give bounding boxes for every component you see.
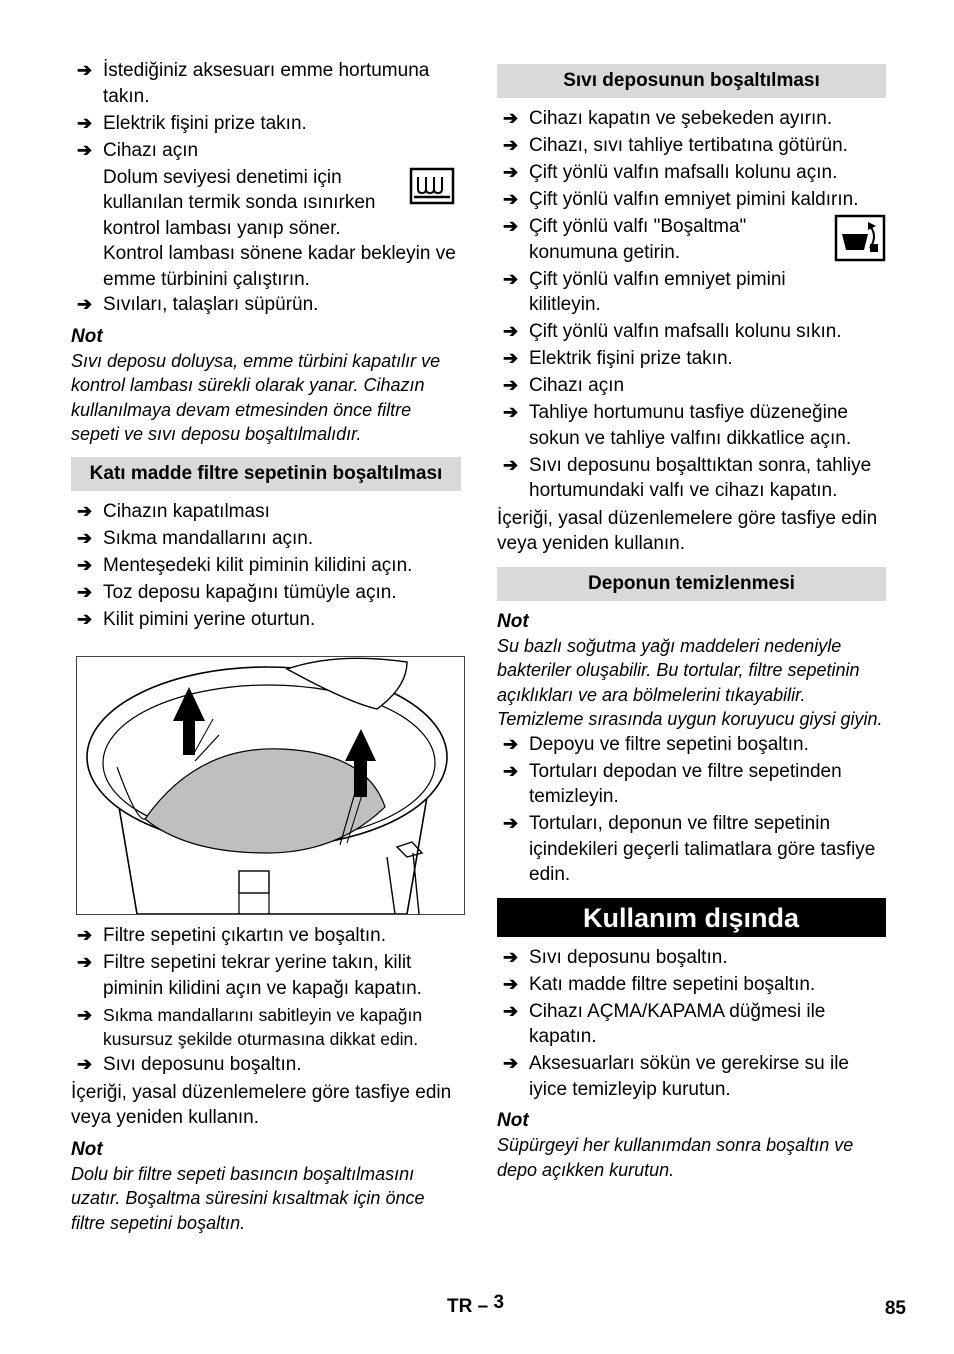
- step-text: Filtre sepetini çıkartın ve boşaltın.: [103, 925, 387, 946]
- note-text: Sıvı deposu doluysa, emme türbini kapatılır ve kontrol lambası sürekli olarak yanar. Cihazın kullanılmaya devam etmesinden önce filtre sepeti ve sıvı deposu boşaltılmalıdır.: [71, 350, 441, 444]
- filter-basket-illustration: [76, 656, 465, 915]
- arrow-right-icon: ➔: [503, 375, 519, 395]
- step-item: [497, 999, 886, 1050]
- step-item: [497, 346, 886, 372]
- step-text: Tortuları, deponun ve filtre sepetinin içindekileri geçerli talimatlara göre tasfiye edin.: [529, 813, 876, 885]
- page-number: 85: [884, 1298, 906, 1319]
- step-item: [497, 267, 886, 318]
- heating-probe-icon: [409, 167, 455, 217]
- step-text: Menteşedeki kilit piminin kilidini açın.: [103, 554, 413, 576]
- step-item: [497, 1051, 886, 1102]
- arrow-right-icon: ➔: [77, 608, 93, 629]
- step-item: [71, 580, 461, 606]
- step-item: [497, 400, 886, 451]
- note-heading: Not: [497, 610, 529, 632]
- section-heading-out-of-service: Kullanım dışında: [497, 898, 886, 937]
- arrow-right-icon: ➔: [77, 60, 93, 80]
- step-item: [71, 499, 461, 525]
- step-item: [497, 214, 886, 265]
- arrow-right-icon: ➔: [503, 973, 519, 994]
- arrow-right-icon: ➔: [503, 1000, 519, 1021]
- step-item: [71, 607, 461, 633]
- step-text: Depoyu ve filtre sepetini boşaltın.: [529, 733, 809, 755]
- step-item: [71, 111, 461, 137]
- step-text: Elektrik fişini prize takın.: [103, 112, 307, 134]
- arrow-right-icon: ➔: [503, 402, 519, 422]
- note-heading: Not: [71, 325, 103, 347]
- step-item: [71, 58, 461, 109]
- arrow-right-icon: ➔: [503, 162, 519, 182]
- step-text: Çift yönlü valfın emniyet pimini kilitleyin.: [529, 268, 786, 315]
- step-item: [71, 923, 461, 949]
- arrow-right-icon: ➔: [77, 581, 93, 602]
- step-text: Katı madde filtre sepetini boşaltın.: [529, 973, 816, 995]
- arrow-right-icon: ➔: [77, 294, 93, 314]
- step-item: [497, 187, 886, 213]
- step-text: Sıvı deposunu boşaltın.: [103, 1054, 302, 1075]
- drain-valve-icon: [834, 214, 886, 270]
- arrow-right-icon: ➔: [503, 1053, 519, 1073]
- footer-section-page: 3: [493, 1292, 505, 1313]
- step-item: [497, 133, 886, 159]
- step-text: Cihazı AÇMA/KAPAMA düğmesi ile kapatın.: [529, 1000, 826, 1047]
- step-text: Sıvı deposunu boşaltın.: [529, 946, 728, 968]
- arrow-right-icon: ➔: [77, 112, 93, 133]
- step-text: Cihazı, sıvı tahliye tertibatına götürün.: [529, 135, 848, 156]
- step-item: [497, 373, 886, 399]
- arrow-right-icon: ➔: [77, 527, 93, 548]
- step-item: [71, 1003, 461, 1051]
- section-heading-liquid-tank: Sıvı deposunun boşaltılması: [497, 64, 886, 98]
- step-text: Çift yönlü valfın mafsallı kolunu sıkın.: [529, 321, 842, 342]
- section-heading-tank-cleaning: Deponun temizlenmesi: [497, 567, 886, 601]
- step-text: Kilit pimini yerine oturtun.: [103, 608, 316, 630]
- footer-lang: TR: [447, 1296, 473, 1317]
- step-text: Filtre sepetini tekrar yerine takın, kilit piminin kilidini açın ve kapağı kapatın.: [103, 952, 422, 999]
- arrow-right-icon: ➔: [77, 139, 93, 160]
- step-text: Cihazı kapatın ve şebekeden ayırın.: [529, 108, 833, 129]
- arrow-right-icon: ➔: [503, 813, 519, 833]
- arrow-right-icon: ➔: [503, 454, 519, 475]
- arrow-right-icon: ➔: [77, 1054, 93, 1074]
- step-item: [497, 759, 886, 810]
- step-item: [497, 972, 886, 998]
- step-item: [71, 553, 461, 579]
- step-text: Aksesuarları sökün ve gerekirse su ile iyice temizleyip kurutun.: [529, 1053, 849, 1100]
- step-text: Tortuları depodan ve filtre sepetinden temizleyin.: [529, 760, 842, 807]
- arrow-right-icon: ➔: [503, 348, 519, 368]
- step-item: [497, 160, 886, 186]
- step-text: Sıvı deposunu boşalttıktan sonra, tahliye hortumundaki valfı ve cihazı kapatın.: [529, 454, 872, 501]
- arrow-right-icon: ➔: [77, 1004, 93, 1025]
- step-text: Çift yönlü valfı "Boşaltma" konumuna getirin.: [529, 216, 747, 263]
- arrow-right-icon: ➔: [77, 554, 93, 575]
- level-monitor-text: Dolum seviyesi denetimi için kullanılan termik sonda ısınırken kontrol lambası yanıp söner. Kontrol lambası sönene kadar bekleyin ve emme türbinini çalıştırın.: [103, 166, 456, 290]
- step-item: [71, 138, 461, 164]
- step-text: Tahliye hortumunu tasfiye düzeneğine sokun ve tahliye valfını dikkatlice açın.: [529, 402, 852, 449]
- right-column: [497, 58, 886, 1182]
- step-text: Cihazı açın: [103, 139, 199, 161]
- step-text: Sıvıları, talaşları süpürün.: [103, 294, 319, 315]
- step-item: [71, 292, 461, 318]
- note-text: Süpürgeyi her kullanımdan sonra boşaltın ve depo açıkken kurutun.: [497, 1135, 854, 1180]
- arrow-right-icon: ➔: [77, 925, 93, 945]
- step-item: [497, 319, 886, 345]
- footer-dash: –: [477, 1296, 489, 1317]
- step-text: Çift yönlü valfın emniyet pimini kaldırın.: [529, 189, 859, 210]
- footer-section-label: [447, 1292, 505, 1318]
- step-item: [497, 732, 886, 758]
- step-text: Cihazı açın: [529, 375, 625, 396]
- arrow-right-icon: ➔: [503, 760, 519, 781]
- step-text: Toz deposu kapağını tümüyle açın.: [103, 581, 397, 603]
- arrow-right-icon: ➔: [503, 189, 519, 209]
- disposal-text: İçeriği, yasal düzenlemelere göre tasfiye edin veya yeniden kullanın.: [497, 507, 878, 554]
- level-monitor-paragraph: [71, 165, 461, 293]
- arrow-right-icon: ➔: [77, 952, 93, 972]
- arrow-right-icon: ➔: [503, 268, 519, 289]
- arrow-right-icon: ➔: [503, 321, 519, 341]
- step-item: [71, 950, 461, 1001]
- step-item: [71, 526, 461, 552]
- step-text: Sıkma mandallarını sabitleyin ve kapağın kusursuz şekilde oturmasına dikkat edin.: [103, 1004, 423, 1049]
- step-text: İstediğiniz aksesuarı emme hortumuna takın.: [103, 60, 430, 107]
- arrow-right-icon: ➔: [503, 733, 519, 754]
- arrow-right-icon: ➔: [503, 108, 519, 128]
- left-column: [71, 58, 461, 1235]
- step-item: [71, 1052, 461, 1078]
- step-text: Cihazın kapatılması: [103, 500, 270, 522]
- note-text: Su bazlı soğutma yağı maddeleri nedeniyle bakteriler oluşabilir. Bu tortular, filtre sepetinin açıklıkları ve ara bölmelerini tıkayabilir. Temizleme sırasında uygun koruyucu giysi giyin.: [497, 635, 883, 729]
- step-text: Sıkma mandallarını açın.: [103, 527, 314, 549]
- arrow-right-icon: ➔: [503, 135, 519, 155]
- step-item: [497, 945, 886, 971]
- disposal-text: İçeriği, yasal düzenlemelere göre tasfiye edin veya yeniden kullanın.: [71, 1081, 452, 1128]
- step-item: [497, 453, 886, 504]
- step-item: [497, 106, 886, 132]
- note-heading: Not: [497, 1110, 529, 1131]
- note-text: Dolu bir filtre sepeti basıncın boşaltılmasını uzatır. Boşaltma süresini kısaltmak için önce filtre sepetini boşaltın.: [71, 1163, 425, 1233]
- step-text: Elektrik fişini prize takın.: [529, 348, 733, 369]
- step-text: Çift yönlü valfın mafsallı kolunu açın.: [529, 162, 838, 183]
- section-heading-solid-filter: Katı madde filtre sepetinin boşaltılması: [71, 457, 461, 491]
- arrow-right-icon: ➔: [503, 216, 519, 236]
- note-heading: Not: [71, 1138, 103, 1160]
- step-item: [497, 811, 886, 888]
- arrow-right-icon: ➔: [503, 946, 519, 967]
- arrow-right-icon: ➔: [77, 500, 93, 521]
